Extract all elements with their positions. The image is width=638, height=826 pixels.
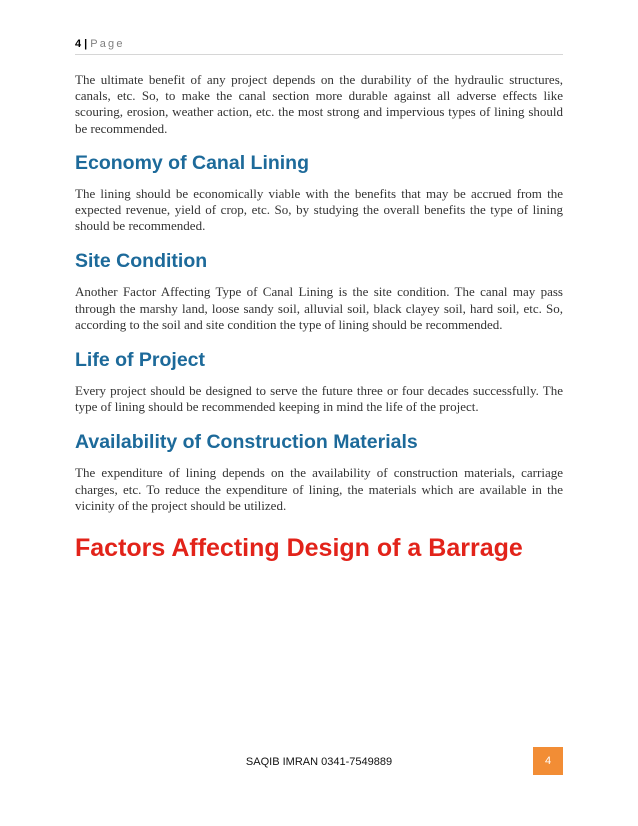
- section-heading-site-condition: Site Condition: [75, 250, 208, 273]
- intro-paragraph: The ultimate benefit of any project depends on the durability of the hydraulic structures, canals, etc. So, to make the canal section more durable against all adverse effects like scouring, erosion, weather action, etc. the most strong and impervious types of lining should be recommended.: [75, 72, 563, 136]
- header-divider: [75, 54, 563, 55]
- section-text-site-condition: Another Factor Affecting Type of Canal Lining is the site condition. The canal may pass through the marshy land, loose sandy soil, alluvial soil, black clayey soil, hard soil, etc. So, according to the soil and site condition the type of lining should be recommended.: [75, 284, 563, 332]
- page-header: [75, 38, 563, 50]
- section-heading-life-of-project: Life of Project: [75, 349, 206, 372]
- section-heading-construction-materials: Availability of Construction Materials: [75, 431, 418, 454]
- header-separator: |: [84, 38, 88, 50]
- section-heading-economy: Economy of Canal Lining: [75, 151, 310, 174]
- header-page-number: 4: [75, 38, 82, 50]
- footer-page-badge: 4: [533, 747, 563, 775]
- section-text-economy: The lining should be economically viable with the benefits that may be accrued from the expected revenue, yield of crop, etc. So, by studying the overall benefits the type of lining should be recommended.: [75, 185, 563, 234]
- footer-author: SAQIB IMRAN 0341-7549889: [245, 756, 393, 768]
- main-heading: Factors Affecting Design of a Barrage: [75, 534, 523, 563]
- header-page-label: Page: [90, 38, 125, 50]
- section-text-construction-materials: The expenditure of lining depends on the availability of construction materials, carriage charges, etc. To reduce the expenditure of lining, the materials which are available in the vicinity of the project should be utilized.: [75, 465, 563, 513]
- page-body: [75, 72, 563, 563]
- section-text-life-of-project: Every project should be designed to serve the future three or four decades successfully. The type of lining should be recommended keeping in mind the life of the project.: [75, 383, 563, 415]
